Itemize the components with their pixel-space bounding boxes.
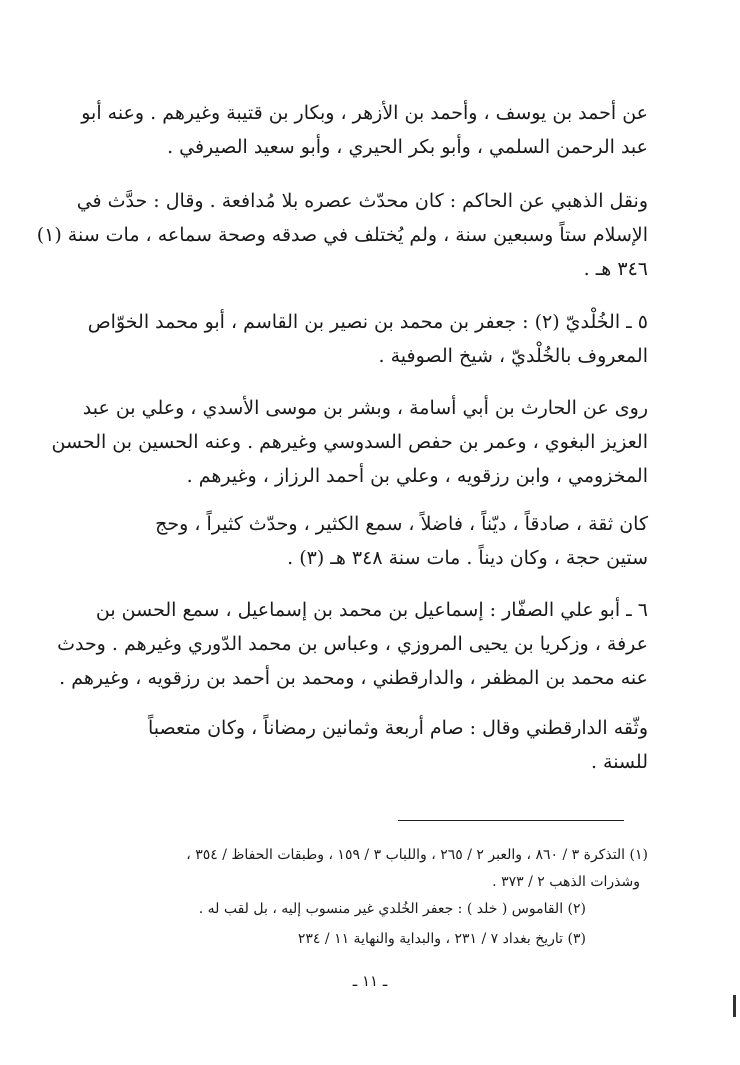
text-line: كان ثقة ، صادقاً ، ديّناً ، فاضلاً ، سمع الكثير ، وحدّث كثيراً ، وحج [155,513,648,535]
paragraph-5 [92,507,648,575]
paragraph-4 [51,391,648,493]
text-line: المعروف بالخُلْديّ ، شيخ الصوفية . [378,345,648,367]
text-line: ونقل الذهبي عن الحاكم : كان محدّث عصره بلا مُدافعة . وقال : حدَّث في [76,190,648,212]
text-line: ٦ ـ أبو علي الصفّار : إسماعيل بن محمد بن إسماعيل ، سمع الحسن بن [95,599,648,621]
text-line: ٥ ـ الخُلْديّ (٢) : جعفر بن محمد بن نصير بن القاسم ، أبو محمد الخوّاص [87,311,648,333]
footnote-3: (٣) تاريخ بغداد ٧ / ٢٣١ ، والبداية والنهاية ١١ / ٢٣٤ [297,931,586,947]
paragraph-7 [92,711,648,779]
text-line: عرفة ، وزكريا بن يحيى المروزي ، وعباس بن محمد الدّوري وغيرهم . وحدث [57,633,648,655]
paragraph-2 [36,184,648,286]
footnote-1-continuation: وشذرات الذهب ٢ / ٣٧٣ . [492,874,640,890]
text-line: للسنة . [590,751,648,773]
text-line: العزيز البغوي ، وعمر بن حفص السدوسي وغيرهم . وعنه الحسين بن الحسن [51,431,648,453]
text-line: ٣٤٦ هـ . [583,258,648,280]
text-line: المخزومي ، وابن رزقويه ، وعلي بن أحمد الرزاز ، وغيرهم . [186,465,648,487]
paragraph-3 [87,305,648,373]
text-line: روى عن الحارث بن أبي أسامة ، وبشر بن موسى الأسدي ، وعلي بن عبد [82,397,648,419]
text-line: ستين حجة ، وكان ديناً . مات سنة ٣٤٨ هـ (٣) . [287,547,648,569]
text-line: عنه محمد بن المظفر ، والدارقطني ، ومحمد بن أحمد بن رزقويه ، وغيرهم . [59,667,648,689]
text-line: عن أحمد بن يوسف ، وأحمد بن الأزهر ، وبكار بن قتيبة وغيرهم . وعنه أبو [81,102,648,124]
footnote-1: (١) التذكرة ٣ / ٨٦٠ ، والعبر ٢ / ٢٦٥ ، واللباب ٣ / ١٥٩ ، وطبقات الحفاظ / ٣٥٤ ، [186,847,648,863]
paragraph-1 [81,96,648,164]
page-number: ـ ١١ ـ [352,972,388,990]
text-line: عبد الرحمن السلمي ، وأبو بكر الحيري ، وأبو سعيد الصيرفي . [167,136,648,158]
footnote-2: (٢) القاموس ( خلد ) : جعفر الخُلدي غير منسوب إليه ، بل لقب له . [198,901,586,917]
footnote-separator [398,820,624,821]
paragraph-6 [57,593,648,695]
text-line: وثّقه الدارقطني وقال : صام أربعة وثمانين رمضاناً ، وكان متعصباً [147,717,648,739]
scan-edge-mark [733,995,736,1017]
text-line: الإسلام ستاً وسبعين سنة ، ولم يُختلف في صدقه وصحة سماعه ، مات سنة (١) [36,224,648,246]
